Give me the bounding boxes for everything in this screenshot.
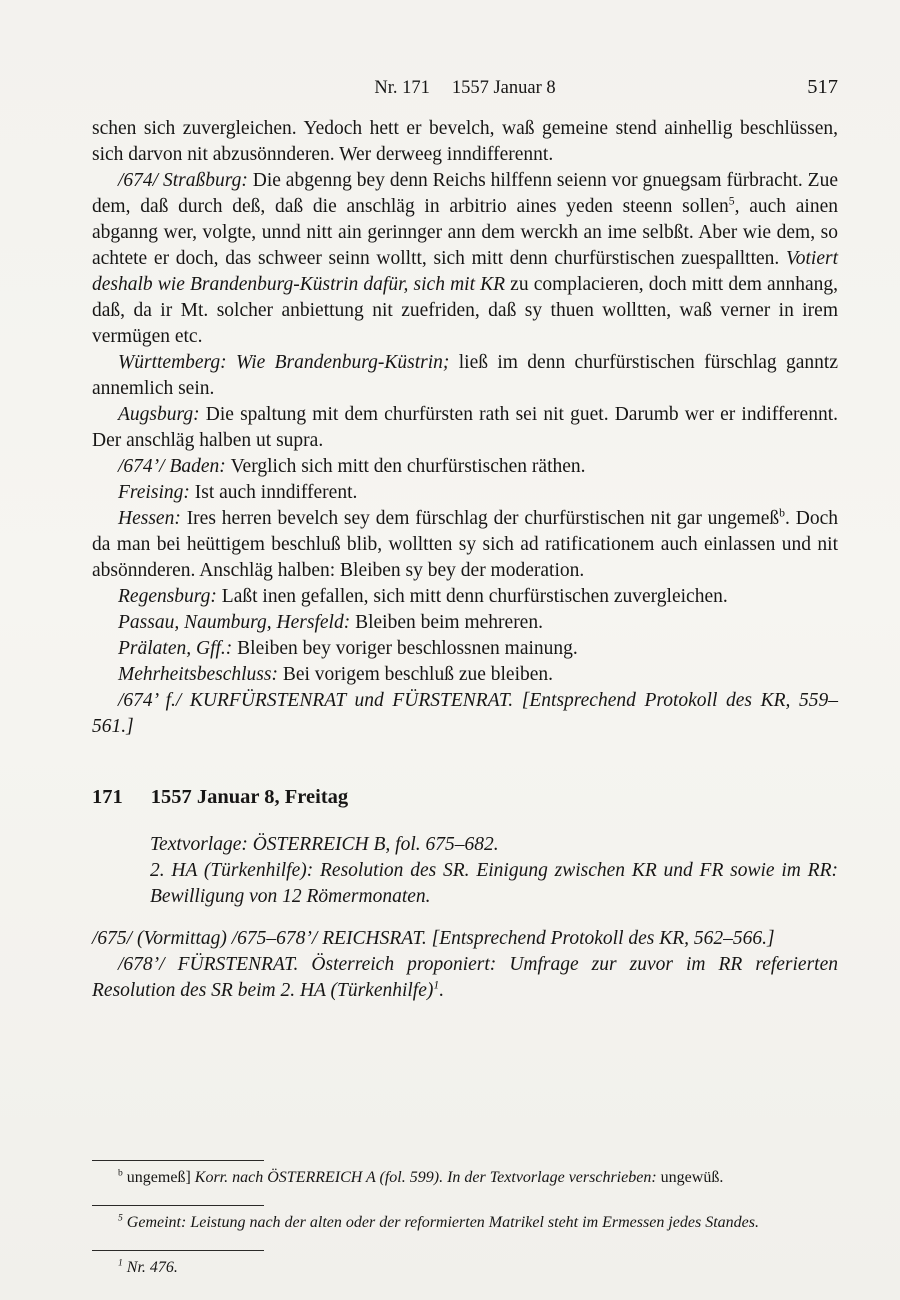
footnotes-area bbox=[92, 1160, 838, 1278]
text-run: /678’/ FÜRSTENRAT. Österreich proponiert: Umfrage zur zuvor im RR referierten Resolution des SR beim 2. HA (Türkenhilfe) bbox=[92, 954, 838, 1001]
text-run: Gemeint: Leistung nach der alten oder der reformierten Matrikel steht im Ermessen jedes Standes. bbox=[126, 1214, 759, 1231]
text-run: Württemberg: Wie Brandenburg-Küstrin; bbox=[118, 352, 450, 373]
text-run: Passau, Naumburg, Hersfeld: bbox=[118, 612, 356, 633]
text-run: Hessen: bbox=[118, 508, 187, 529]
vote-wuerttemberg bbox=[92, 350, 838, 402]
text-run: /675/ (Vormittag) /675–678’/ REICHSRAT. [Entsprechend Protokoll des KR, 562–566.] bbox=[92, 928, 775, 949]
running-header bbox=[92, 78, 838, 99]
text-run: . bbox=[439, 980, 445, 1001]
source-reference-block bbox=[150, 832, 838, 910]
superscript-marker: b bbox=[118, 1167, 123, 1179]
text-run: Textvorlage: ÖSTERREICH B, fol. 675–682. bbox=[150, 834, 499, 855]
text-run: /674’ f./ KURFÜRSTENRAT und FÜRSTENRAT. [Entsprechend Protokoll des KR, 559–561.] bbox=[92, 690, 838, 737]
fuerstenrat-paragraph bbox=[92, 952, 838, 1004]
text-run: Laßt inen gefallen, sich mitt denn churfürstischen zuvergleichen. bbox=[221, 586, 728, 607]
text-run: Korr. nach ÖSTERREICH A (fol. 599). In der Textvorlage verschrieben: bbox=[194, 1169, 661, 1186]
footnote-separator-rule bbox=[92, 1205, 264, 1206]
text-run: Die spaltung mit dem churfürsten rath sei nit guet. Darumb wer er indifferennt. Der anschläg halben ut supra. bbox=[92, 404, 839, 451]
text-run: ungemeß] bbox=[122, 1169, 195, 1186]
text-run: schen sich zuvergleichen. Yedoch hett er bevelch, waß gemeine stend ainhellig beschlüssen, sich darvon nit abzusönnderen. Wer derweeg inndifferennt. bbox=[92, 118, 838, 165]
superscript-marker: 5 bbox=[118, 1212, 123, 1224]
folio-note bbox=[92, 688, 838, 740]
text-run: Ist auch inndifferent. bbox=[194, 482, 358, 503]
footnote-separator-rule bbox=[92, 1250, 264, 1251]
footnote-separator-rule bbox=[92, 1160, 264, 1161]
header-doc-number: Nr. 171 bbox=[374, 78, 430, 98]
entry-170-section bbox=[92, 116, 838, 740]
vote-strassburg bbox=[92, 168, 838, 350]
vote-passau-naumburg-hersfeld bbox=[92, 610, 838, 636]
header-doc-date: 1557 Januar 8 bbox=[451, 78, 556, 98]
text-run: Die abgenng bey denn Reichs hilffenn seienn vor gnuegsam fürbracht. Zue dem, daß durch deß, daß die anschläg in arbitrio aines yeden steenn sollen bbox=[92, 170, 838, 217]
text-run: ungewüß. bbox=[660, 1169, 724, 1186]
text-run: Freising: bbox=[118, 482, 195, 503]
text-run: Verglich sich mitt den churfürstischen räthen. bbox=[230, 456, 586, 477]
textvorlage-line bbox=[150, 832, 838, 858]
vote-regensburg bbox=[92, 584, 838, 610]
footnote-1 bbox=[92, 1258, 838, 1278]
vote-praelaten bbox=[92, 636, 838, 662]
entry-title: 1557 Januar 8, Freitag bbox=[150, 786, 349, 808]
text-run: , auch ainen abganng wer, volgte, unnd nitt ain gerinnger ann dem werckh an ime selbßt. Aber wie dem, so achtete er doch, das schweer seinn wolltt, sich mitt denn churfürstischen zuespalltten. bbox=[92, 196, 838, 269]
vote-hessen bbox=[92, 506, 838, 584]
entry-171-heading bbox=[92, 784, 838, 810]
superscript-marker: b bbox=[779, 506, 786, 520]
text-run: . Doch da man bei heüttigem beschluß blib, wolltten sy sich ad ratificationem auch einlassen und nit absönnderen. Anschläg halben: Bleiben sy bey der moderation. bbox=[92, 508, 838, 581]
text-run: Bei vorigem beschluß zue bleiben. bbox=[282, 664, 554, 685]
entry-171-body bbox=[92, 926, 838, 1004]
page-number: 517 bbox=[807, 76, 838, 98]
footnote-5 bbox=[92, 1213, 838, 1233]
text-run: Votiert deshalb wie Brandenburg-Küstrin dafür, sich mit KR bbox=[92, 248, 838, 295]
mehrheitsbeschluss bbox=[92, 662, 838, 688]
text-run: 2. HA (Türkenhilfe): Resolution des SR. Einigung zwischen KR und FR sowie im RR: Bewilligung von 12 Römermonaten. bbox=[150, 860, 838, 907]
text-run: Prälaten, Gff.: bbox=[118, 638, 238, 659]
text-run: Bleiben bey voriger beschlossnen mainung. bbox=[237, 638, 578, 659]
text-run: ließ im denn churfürstischen fürschlag ganntz annemlich sein. bbox=[92, 352, 838, 399]
vote-baden bbox=[92, 454, 838, 480]
text-run: Ires herren bevelch sey dem fürschlag der churfürstischen nit gar ungemeß bbox=[186, 508, 780, 529]
superscript-marker: 1 bbox=[433, 978, 440, 992]
main-text-block bbox=[92, 116, 838, 1004]
footnote-b bbox=[92, 1168, 838, 1188]
vote-augsburg bbox=[92, 402, 838, 454]
text-run: zu complacieren, doch mitt dem annhang, daß, da ir Mt. solcher anbiettung nit zuefriden, daß sy thuen wolltten, waß verner in irem vermügen etc. bbox=[92, 274, 838, 347]
superscript-marker: 1 bbox=[118, 1257, 123, 1269]
text-run: Bleiben beim mehreren. bbox=[355, 612, 543, 633]
continuation-paragraph bbox=[92, 116, 838, 168]
reichsrat-paragraph bbox=[92, 926, 838, 952]
text-run: Mehrheitsbeschluss: bbox=[118, 664, 283, 685]
text-run: /674’/ Baden: bbox=[118, 456, 231, 477]
entry-number: 171 bbox=[92, 786, 123, 808]
text-run: Regensburg: bbox=[118, 586, 222, 607]
text-run: Augsburg: bbox=[118, 404, 206, 425]
text-run: /674/ Straßburg: bbox=[118, 170, 253, 191]
regest-line bbox=[150, 858, 838, 910]
running-header-title bbox=[92, 78, 838, 99]
vote-freising bbox=[92, 480, 838, 506]
text-run: Nr. 476. bbox=[126, 1259, 178, 1276]
superscript-marker: 5 bbox=[728, 194, 735, 208]
